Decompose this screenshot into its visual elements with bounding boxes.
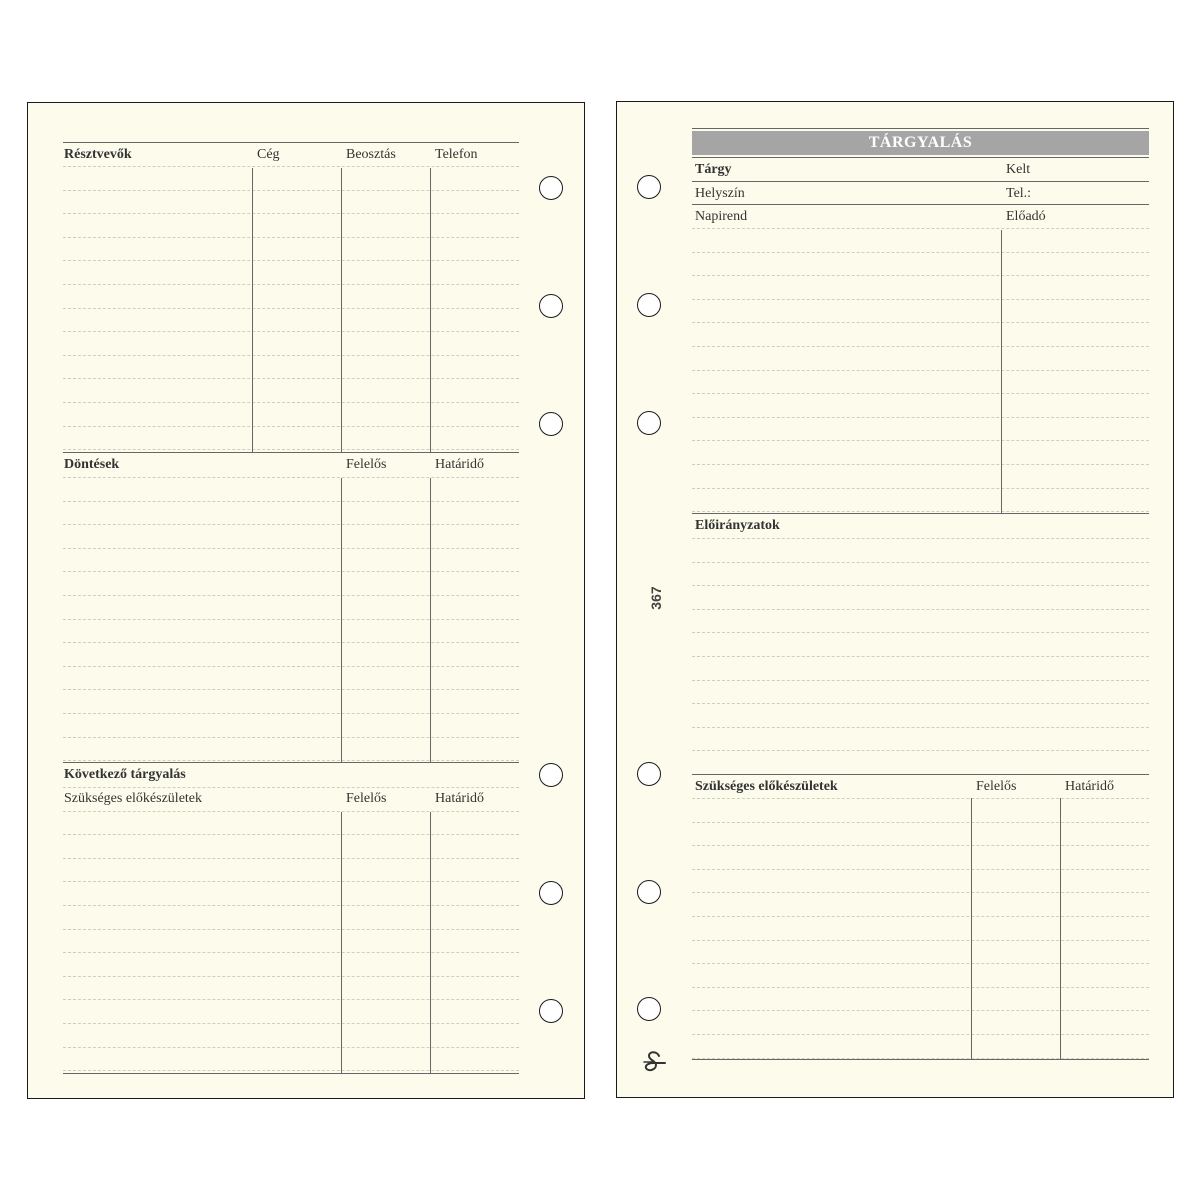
participants-heading: Résztvevők: [64, 147, 132, 162]
column-divider: [341, 478, 342, 762]
dashed-rule: [692, 322, 1149, 323]
dashed-rule: [692, 869, 1149, 870]
dashed-rule: [692, 680, 1149, 681]
dashed-rule: [63, 449, 519, 450]
dashed-rule: [63, 737, 519, 738]
dashed-rule: [692, 727, 1149, 728]
dashed-rule: [692, 703, 1149, 704]
punch-hole: [539, 412, 563, 436]
dashed-rule: [63, 881, 519, 882]
solid-rule: [692, 774, 1149, 775]
punch-hole: [637, 997, 661, 1021]
dashed-rule: [692, 987, 1149, 988]
solid-rule: [63, 762, 519, 763]
solid-rule: [692, 181, 1149, 182]
dashed-rule: [692, 440, 1149, 441]
dashed-rule: [692, 963, 1149, 964]
estimates-heading: Előirányzatok: [695, 518, 780, 533]
solid-rule: [692, 1059, 1149, 1060]
dashed-rule: [63, 260, 519, 261]
dashed-rule: [63, 666, 519, 667]
dashed-rule: [63, 858, 519, 859]
preparations-responsible-label: Felelős: [976, 779, 1017, 794]
left-planner-page: [27, 102, 585, 1099]
punch-hole: [637, 411, 661, 435]
preparations-deadline-label: Határidő: [1065, 779, 1114, 794]
dashed-rule: [692, 511, 1149, 512]
punch-hole: [637, 293, 661, 317]
dashed-rule: [692, 656, 1149, 657]
dashed-rule: [692, 464, 1149, 465]
dashed-rule: [692, 417, 1149, 418]
phone-label: Tel.:: [1006, 186, 1032, 201]
dashed-rule: [63, 166, 519, 167]
dashed-rule: [692, 393, 1149, 394]
dashed-rule: [63, 834, 519, 835]
dashed-rule: [63, 426, 519, 427]
dashed-rule: [63, 331, 519, 332]
dashed-rule: [692, 346, 1149, 347]
ampersand-logo-icon: [640, 1050, 670, 1076]
dashed-rule: [63, 190, 519, 191]
dashed-rule: [692, 822, 1149, 823]
dashed-rule: [63, 1023, 519, 1024]
dashed-rule: [692, 1034, 1149, 1035]
punch-hole: [539, 763, 563, 787]
dashed-rule: [692, 252, 1149, 253]
dashed-rule: [692, 798, 1149, 799]
dashed-rule: [63, 976, 519, 977]
column-divider: [430, 812, 431, 1073]
punch-hole: [539, 294, 563, 318]
dashed-rule: [63, 760, 519, 761]
dashed-rule: [692, 892, 1149, 893]
dashed-rule: [63, 308, 519, 309]
dashed-rule: [692, 845, 1149, 846]
dashed-rule: [692, 562, 1149, 563]
dashed-rule: [692, 750, 1149, 751]
dashed-rule: [63, 905, 519, 906]
solid-rule: [692, 128, 1149, 129]
phone-column-label: Telefon: [435, 147, 478, 162]
punch-hole: [637, 762, 661, 786]
dashed-rule: [63, 355, 519, 356]
preparations-heading: Szükséges előkészületek: [695, 779, 838, 794]
column-divider: [341, 168, 342, 452]
punch-hole: [539, 999, 563, 1023]
dashed-rule: [63, 595, 519, 596]
column-divider: [1060, 798, 1061, 1059]
solid-rule: [692, 513, 1149, 514]
dashed-rule: [692, 632, 1149, 633]
decisions-heading: Döntések: [64, 457, 120, 472]
solid-rule: [63, 142, 519, 143]
decisions-deadline-label: Határidő: [435, 457, 484, 472]
dashed-rule: [63, 477, 519, 478]
punch-hole: [539, 881, 563, 905]
decisions-responsible-label: Felelős: [346, 457, 387, 472]
dashed-rule: [692, 299, 1149, 300]
dashed-rule: [63, 952, 519, 953]
page-number: 367: [648, 586, 664, 610]
next-preparations-label: Szükséges előkészületek: [64, 791, 203, 806]
punch-hole: [637, 175, 661, 199]
dashed-rule: [63, 571, 519, 572]
dashed-rule: [63, 501, 519, 502]
dashed-rule: [63, 929, 519, 930]
punch-hole: [637, 880, 661, 904]
next-meeting-heading: Következő tárgyalás: [64, 767, 186, 782]
company-column-label: Cég: [257, 147, 280, 162]
dashed-rule: [63, 524, 519, 525]
dashed-rule: [63, 642, 519, 643]
dashed-rule: [63, 402, 519, 403]
dashed-rule: [63, 213, 519, 214]
column-divider: [971, 798, 972, 1059]
solid-rule: [63, 1073, 519, 1074]
dashed-rule: [63, 1047, 519, 1048]
solid-rule: [63, 452, 519, 453]
dashed-rule: [692, 275, 1149, 276]
dashed-rule: [692, 488, 1149, 489]
column-divider: [430, 168, 431, 452]
dashed-rule: [692, 370, 1149, 371]
dashed-rule: [692, 585, 1149, 586]
column-divider: [430, 478, 431, 762]
dashed-rule: [63, 284, 519, 285]
next-deadline-label: Határidő: [435, 791, 484, 806]
meeting-title-band: TÁRGYALÁS: [692, 131, 1149, 155]
presenter-label: Előadó: [1006, 209, 1046, 224]
date-label: Kelt: [1006, 162, 1031, 177]
column-divider: [341, 812, 342, 1073]
dashed-rule: [63, 1070, 519, 1071]
dashed-rule: [692, 1010, 1149, 1011]
column-divider: [1001, 230, 1002, 513]
solid-rule: [692, 157, 1149, 158]
dashed-rule: [692, 609, 1149, 610]
dashed-rule: [63, 548, 519, 549]
dashed-rule: [63, 619, 519, 620]
dashed-rule: [63, 999, 519, 1000]
solid-rule: [692, 204, 1149, 205]
next-responsible-label: Felelős: [346, 791, 387, 806]
dashed-rule: [692, 940, 1149, 941]
dashed-rule: [692, 916, 1149, 917]
dashed-rule: [63, 689, 519, 690]
position-column-label: Beosztás: [346, 147, 396, 162]
dashed-rule: [63, 811, 519, 812]
column-divider: [252, 168, 253, 452]
dashed-rule: [63, 713, 519, 714]
dashed-rule: [692, 228, 1149, 229]
right-planner-page: [616, 101, 1174, 1098]
dashed-rule: [692, 538, 1149, 539]
punch-hole: [539, 176, 563, 200]
dashed-rule: [63, 378, 519, 379]
subject-label: Tárgy: [695, 162, 732, 177]
location-label: Helyszín: [695, 186, 745, 201]
agenda-label: Napirend: [695, 209, 748, 224]
dashed-rule: [63, 787, 519, 788]
dashed-rule: [63, 237, 519, 238]
